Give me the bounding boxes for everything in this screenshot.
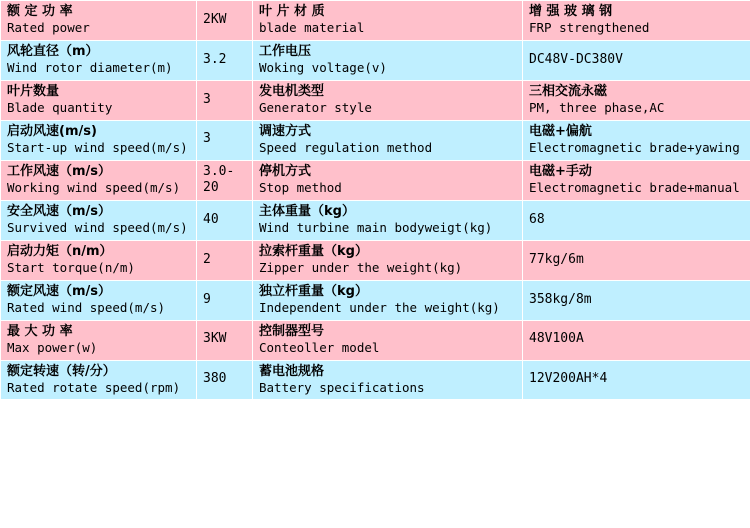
parameter-name-en: Start torque(n/m) bbox=[7, 260, 135, 276]
parameter-name-2-cn: 主体重量（kg） bbox=[259, 204, 355, 219]
parameter-name-2-en: Speed regulation method bbox=[259, 139, 433, 155]
parameter-name-2-cn: 独立杆重量（kg） bbox=[259, 283, 368, 299]
parameter-name-2-cn: 工作电压 bbox=[259, 43, 312, 59]
parameter-name-cell-2 bbox=[253, 201, 523, 241]
parameter-name-cn: 额 定 功 率 bbox=[7, 4, 73, 19]
parameter-name-2-cn: 拉索杆重量（kg） bbox=[259, 243, 368, 259]
parameter-name-cn: 风轮直径（m） bbox=[7, 43, 99, 59]
parameter-value-cell-2 bbox=[523, 120, 750, 160]
parameter-value-2-cn: 增 强 玻 璃 钢 bbox=[529, 4, 613, 19]
parameter-name-2-en: blade material bbox=[259, 20, 365, 36]
table-row bbox=[1, 80, 750, 120]
parameter-name-2-en: Conteoller model bbox=[259, 339, 380, 355]
parameter-name-cell bbox=[1, 40, 197, 80]
parameter-value-cell: 3 bbox=[197, 120, 253, 160]
table-row bbox=[1, 40, 750, 80]
parameter-value-cell: 2 bbox=[197, 240, 253, 280]
parameter-name-cn: 启动力矩（n/m） bbox=[7, 243, 113, 259]
parameter-name-2-en: Independent under the weight(kg) bbox=[259, 300, 500, 315]
parameter-name-2-en: Stop method bbox=[259, 180, 342, 196]
parameter-name-en: Rated power bbox=[7, 20, 90, 36]
parameter-name-en: Survived wind speed(m/s) bbox=[7, 220, 188, 236]
parameter-name-cell bbox=[1, 280, 197, 320]
parameter-value-cell: 40 bbox=[197, 201, 253, 241]
parameter-name-cell-2 bbox=[253, 160, 523, 201]
parameter-value-cell: 3.2 bbox=[197, 40, 253, 80]
parameter-name-2-cn: 蓄电池规格 bbox=[259, 363, 325, 379]
parameter-value-cell-2: 77kg/6m bbox=[523, 240, 750, 280]
parameter-name-2-cn: 停机方式 bbox=[259, 163, 312, 179]
parameter-name-cell-2 bbox=[253, 280, 523, 320]
parameter-value-2-cn: 电磁+手动 bbox=[529, 163, 592, 179]
parameter-name-en: Start-up wind speed(m/s) bbox=[7, 139, 188, 155]
parameter-name-en: Working wind speed(m/s) bbox=[7, 180, 181, 196]
parameter-name-en: Rated rotate speed(rpm) bbox=[7, 379, 181, 395]
table-row bbox=[1, 120, 750, 160]
parameter-value-cell-2: 12V200AH*4 bbox=[523, 360, 750, 400]
parameter-value-cell: 3 bbox=[197, 80, 253, 120]
table-row bbox=[1, 360, 750, 400]
parameter-name-en: Blade quantity bbox=[7, 100, 113, 115]
parameter-value-cell-2 bbox=[523, 1, 750, 41]
parameter-name-cell bbox=[1, 120, 197, 160]
parameter-value-cell-2 bbox=[523, 160, 750, 201]
parameter-name-cn: 额定风速（m/s） bbox=[7, 283, 112, 299]
parameter-name-cell-2 bbox=[253, 40, 523, 80]
parameter-name-cell-2 bbox=[253, 80, 523, 120]
parameter-name-en: Max power(w) bbox=[7, 339, 98, 355]
parameter-name-2-en: Wind turbine main bodyweigt(kg) bbox=[259, 220, 493, 236]
parameter-value-2-en: Electromagnetic brade+yawing bbox=[529, 139, 740, 155]
parameter-name-2-en: Zipper under the weight(kg) bbox=[259, 260, 463, 276]
parameter-name-cell-2 bbox=[253, 240, 523, 280]
parameter-name-2-cn: 发电机类型 bbox=[259, 83, 325, 99]
parameter-value-2-en: FRP strengthened bbox=[529, 20, 650, 36]
spec-table-body bbox=[1, 1, 750, 400]
parameter-name-en: Wind rotor diameter(m) bbox=[7, 60, 173, 76]
parameter-value-cell: 3.0-20 bbox=[197, 160, 253, 201]
parameter-name-2-en: Battery specifications bbox=[259, 379, 425, 395]
parameter-name-cell bbox=[1, 80, 197, 120]
parameter-name-en: Rated wind speed(m/s) bbox=[7, 300, 166, 315]
parameter-name-cell-2 bbox=[253, 120, 523, 160]
parameter-name-cell bbox=[1, 201, 197, 241]
table-row bbox=[1, 160, 750, 201]
parameter-name-cell bbox=[1, 320, 197, 360]
table-row bbox=[1, 240, 750, 280]
parameter-value-cell: 380 bbox=[197, 360, 253, 400]
parameter-value-cell: 2KW bbox=[197, 1, 253, 41]
parameter-name-2-cn: 控制器型号 bbox=[259, 323, 325, 339]
parameter-value-cell-2 bbox=[523, 80, 750, 120]
parameter-name-cn: 安全风速（m/s） bbox=[7, 204, 112, 219]
parameter-name-cell-2 bbox=[253, 360, 523, 400]
parameter-name-cell bbox=[1, 240, 197, 280]
parameter-name-cell-2 bbox=[253, 1, 523, 41]
table-row bbox=[1, 320, 750, 360]
parameter-name-2-en: Woking voltage(v) bbox=[259, 60, 387, 76]
table-row bbox=[1, 1, 750, 41]
parameter-value-2-cn: 电磁+偏航 bbox=[529, 123, 592, 139]
parameter-name-cn: 叶片数量 bbox=[7, 83, 60, 99]
parameter-name-cell bbox=[1, 360, 197, 400]
parameter-name-cn: 工作风速（m/s） bbox=[7, 163, 112, 179]
parameter-value-cell-2: 48V100A bbox=[523, 320, 750, 360]
table-row bbox=[1, 201, 750, 241]
parameter-name-cn: 最 大 功 率 bbox=[7, 323, 73, 339]
parameter-value-cell-2: DC48V-DC380V bbox=[523, 40, 750, 80]
parameter-name-cn: 额定转速（转/分） bbox=[7, 363, 116, 379]
table-row bbox=[1, 280, 750, 320]
parameter-value-2-en: PM, three phase,AC bbox=[529, 100, 665, 115]
parameter-value-cell-2: 68 bbox=[523, 201, 750, 241]
parameter-name-2-cn: 叶 片 材 质 bbox=[259, 4, 325, 19]
parameter-value-cell: 9 bbox=[197, 280, 253, 320]
parameter-name-cn: 启动风速(m/s) bbox=[7, 123, 97, 139]
parameter-value-cell: 3KW bbox=[197, 320, 253, 360]
parameter-name-cell bbox=[1, 1, 197, 41]
parameter-value-2-en: Electromagnetic brade+manual bbox=[529, 180, 740, 196]
parameter-name-2-en: Generator style bbox=[259, 100, 372, 115]
parameter-name-cell-2 bbox=[253, 320, 523, 360]
parameter-value-cell-2: 358kg/8m bbox=[523, 280, 750, 320]
parameter-name-cell bbox=[1, 160, 197, 201]
parameter-value-2-cn: 三相交流永磁 bbox=[529, 83, 608, 99]
parameter-name-2-cn: 调速方式 bbox=[259, 123, 312, 139]
